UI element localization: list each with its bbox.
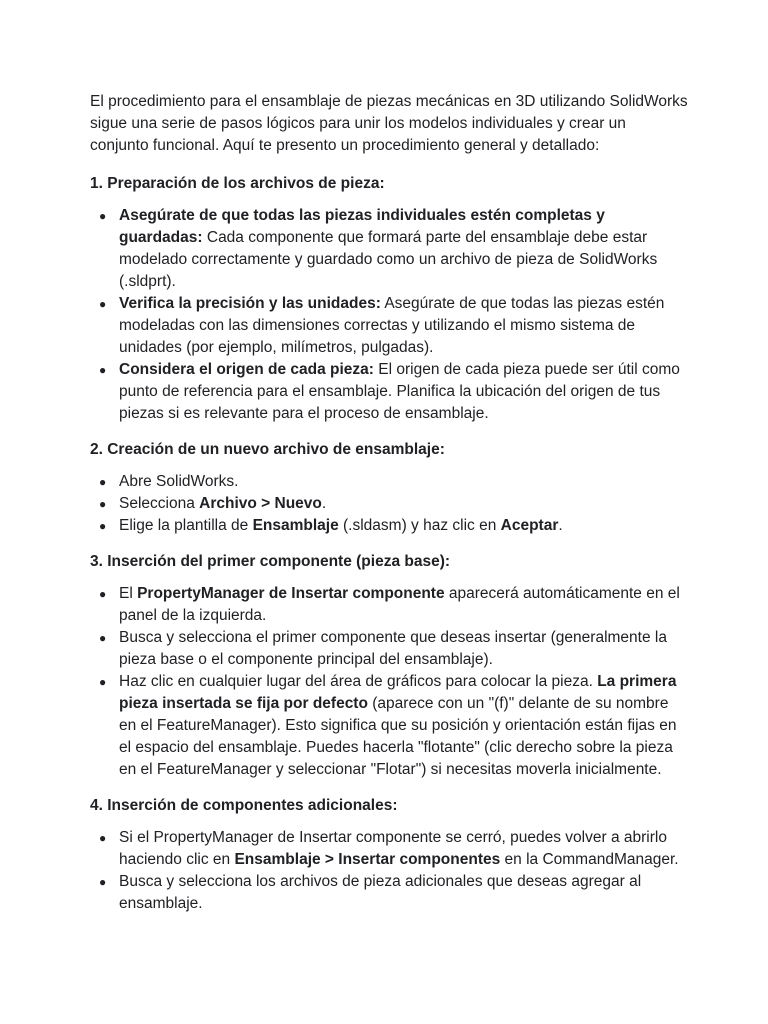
bold-text: Ensamblaje (252, 517, 339, 534)
section-heading: 3. Inserción del primer componente (pieza base): (90, 553, 451, 570)
body-text: Asegúrate de que todas las piezas estén modeladas con las dimensiones correctas y utilizando el mismo sistema de unidades (por ejemplo, milímetros, pulgadas). (119, 295, 665, 356)
body-text: Selecciona (119, 495, 200, 512)
bold-text: Archivo > Nuevo (199, 495, 322, 512)
sections-container (90, 173, 688, 915)
bold-text: Aceptar (500, 517, 559, 534)
body-text: . (558, 517, 563, 534)
body-text: Haz clic en cualquier lugar del área de gráficos para colocar la pieza. (119, 673, 598, 690)
bullet-icon: ● (99, 297, 107, 311)
bullet-icon: ● (99, 209, 107, 223)
bullet-icon: ● (99, 497, 107, 511)
body-text: Busca y selecciona el primer componente que deseas insertar (generalmente la pieza base o el componente principal del ensamblaje). (119, 629, 667, 668)
section-heading: 4. Inserción de componentes adicionales: (90, 797, 398, 814)
body-text: (aparece con un "(f)" delante de su nombre en el FeatureManager). Esto significa que su posición y orientación están fijas en el espacio del ensamblaje. Puedes hacerla "flotante" (clic derecho sobre la pieza en el FeatureManager y seleccionar "Flotar") si necesitas moverla inicialmente. (119, 695, 677, 778)
bullet-list (90, 827, 688, 915)
list-item (90, 871, 688, 915)
section-heading: 2. Creación de un nuevo archivo de ensamblaje: (90, 441, 445, 458)
bold-text: La primera pieza insertada se fija por defecto (119, 673, 677, 712)
list-item (90, 293, 688, 359)
list-item (90, 515, 688, 537)
bullet-icon: ● (99, 831, 107, 845)
body-text: Si el PropertyManager de Insertar componente se cerró, puedes volver a abrirlo haciendo clic en (119, 829, 667, 868)
list-item (90, 493, 688, 515)
bold-text: Asegúrate de que todas las piezas individuales estén completas y guardadas: (119, 207, 605, 246)
bullet-icon: ● (99, 519, 107, 533)
intro-paragraph: El procedimiento para el ensamblaje de piezas mecánicas en 3D utilizando SolidWorks sigue una serie de pasos lógicos para unir los modelos individuales y crear un conjunto funcional. Aquí te presento un procedimiento general y detallado: (90, 93, 688, 154)
bold-text: Considera el origen de cada pieza: (119, 361, 374, 378)
list-item (90, 671, 688, 781)
section-heading: 1. Preparación de los archivos de pieza: (90, 175, 385, 192)
list-item (90, 205, 688, 293)
body-text: El origen de cada pieza puede ser útil como punto de referencia para el ensamblaje. Planifica la ubicación del origen de tus piezas si es relevante para el proceso de ensamblaje. (119, 361, 680, 422)
body-text: (.sldasm) y haz clic en (338, 517, 501, 534)
list-item (90, 583, 688, 627)
list-item (90, 627, 688, 671)
bullet-list (90, 205, 688, 425)
bullet-icon: ● (99, 587, 107, 601)
bold-text: Ensamblaje > Insertar componentes (234, 851, 501, 868)
bullet-list (90, 471, 688, 537)
bullet-icon: ● (99, 363, 107, 377)
bold-text: PropertyManager de Insertar componente (137, 585, 445, 602)
body-text: Cada componente que formará parte del ensamblaje debe estar modelado correctamente y guardado como un archivo de pieza de SolidWorks (.sldprt). (119, 229, 658, 290)
list-item (90, 827, 688, 871)
bullet-icon: ● (99, 875, 107, 889)
body-text: en la CommandManager. (500, 851, 679, 868)
bullet-icon: ● (99, 675, 107, 689)
list-item (90, 471, 688, 493)
body-text: aparecerá automáticamente en el panel de la izquierda. (119, 585, 680, 624)
body-text: El (119, 585, 138, 602)
body-text: Busca y selecciona los archivos de pieza adicionales que deseas agregar al ensamblaje. (119, 873, 642, 912)
bullet-list (90, 583, 688, 781)
list-item (90, 359, 688, 425)
bold-text: Verifica la precisión y las unidades: (119, 295, 381, 312)
bullet-icon: ● (99, 631, 107, 645)
bullet-icon: ● (99, 475, 107, 489)
body-text: . (321, 495, 327, 512)
body-text: Elige la plantilla de (119, 517, 253, 534)
body-text: Abre SolidWorks. (119, 473, 239, 490)
